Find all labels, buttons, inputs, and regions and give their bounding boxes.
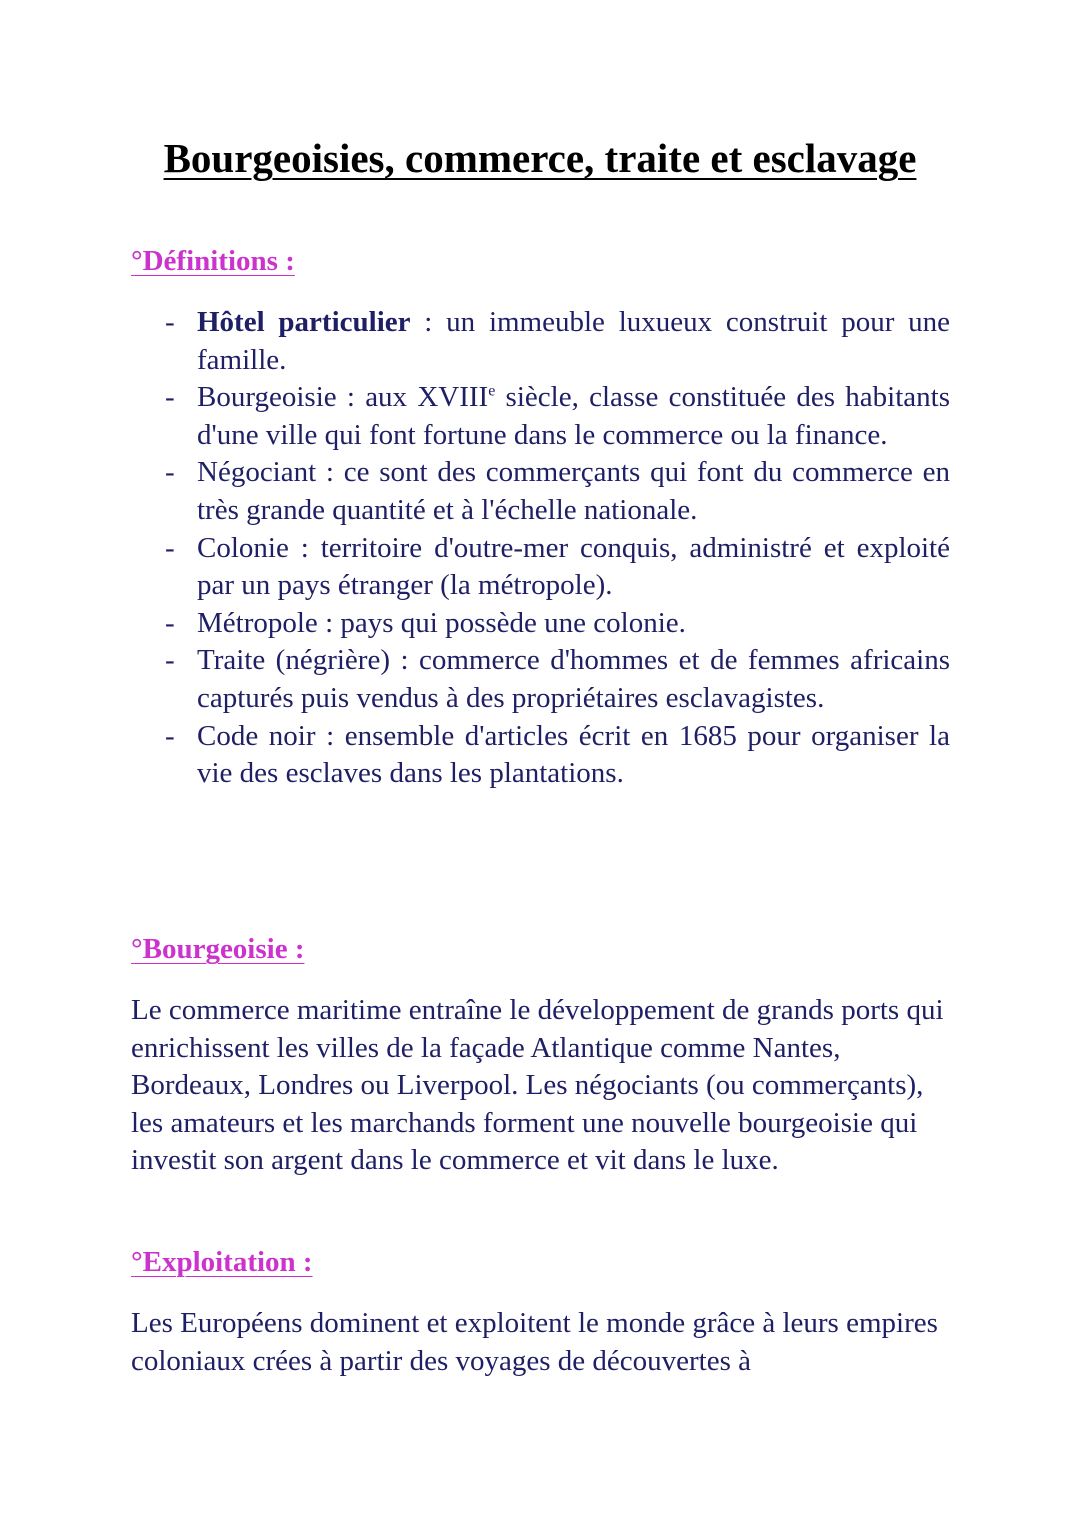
dash-bullet: - <box>165 306 175 338</box>
definition-text: siècle, classe constituée des habitants d'une ville qui font fortune dans le commerce ou la finance. <box>197 381 951 451</box>
list-item <box>160 304 950 379</box>
definition-separator: : <box>389 644 419 677</box>
definition-term: Code noir <box>197 719 316 752</box>
definition-separator: : aux XVIII <box>336 381 489 414</box>
definition-term: Négociant <box>197 456 317 489</box>
list-item <box>160 530 950 605</box>
definition-term: Traite (négrière) <box>197 644 390 677</box>
list-item <box>160 379 950 454</box>
definition-text: un immeuble luxueux construit pour une famille. <box>197 306 951 376</box>
definitions-list <box>160 304 950 793</box>
bourgeoisie-paragraph: Le commerce maritime entraîne le développement de grands ports qui enrichissent les villes de la façade Atlantique comme Nantes, Bordeaux, Londres ou Liverpool. Les négociants (ou commerçants), les amateurs et les marchands forment une nouvelle bourgeoisie qui investit son argent dans le commerce et vit dans le luxe. <box>131 994 944 1177</box>
bourgeoisie-heading: °Bourgeoisie : <box>131 933 305 965</box>
definition-term: Hôtel particulier <box>197 306 411 338</box>
definition-text: pays qui possède une colonie. <box>340 606 686 639</box>
definition-text: ce sont des commerçants qui font du commerce en très grande quantité et à l'échelle nationale. <box>197 456 950 526</box>
dash-bullet: - <box>165 606 175 639</box>
definition-term: Colonie <box>197 531 289 564</box>
definition-term: Bourgeoisie <box>197 381 337 414</box>
dash-bullet: - <box>165 644 175 677</box>
dash-bullet: - <box>165 719 175 752</box>
dash-bullet: - <box>165 456 175 489</box>
list-item <box>160 718 950 793</box>
definition-separator: : <box>316 456 344 489</box>
list-item <box>160 642 950 717</box>
definition-text: commerce d'hommes et de femmes africains capturés puis vendus à des propriétaires esclavagistes. <box>197 644 951 714</box>
century-superscript: e <box>488 382 496 400</box>
definition-separator: : <box>315 719 345 752</box>
dash-bullet: - <box>165 531 175 564</box>
exploitation-paragraph: Les Européens dominent et exploitent le monde grâce à leurs empires coloniaux crées à partir des voyages de découvertes à <box>131 1307 938 1377</box>
definition-text: territoire d'outre-mer conquis, administré et exploité par un pays étranger (la métropole). <box>197 531 950 602</box>
page-title: Bourgeoisies, commerce, traite et esclavage <box>163 135 917 181</box>
definition-text: ensemble d'articles écrit en 1685 pour organiser la vie des esclaves dans les plantations. <box>197 719 950 790</box>
definition-separator: : <box>288 531 321 564</box>
definition-separator: : <box>410 306 447 338</box>
list-item <box>160 605 950 643</box>
dash-bullet: - <box>165 381 175 414</box>
exploitation-heading: °Exploitation : <box>131 1246 313 1278</box>
definition-separator: : <box>317 606 341 639</box>
definition-term: Métropole <box>197 606 318 639</box>
definitions-heading: °Définitions : <box>131 245 295 277</box>
list-item <box>160 454 950 529</box>
